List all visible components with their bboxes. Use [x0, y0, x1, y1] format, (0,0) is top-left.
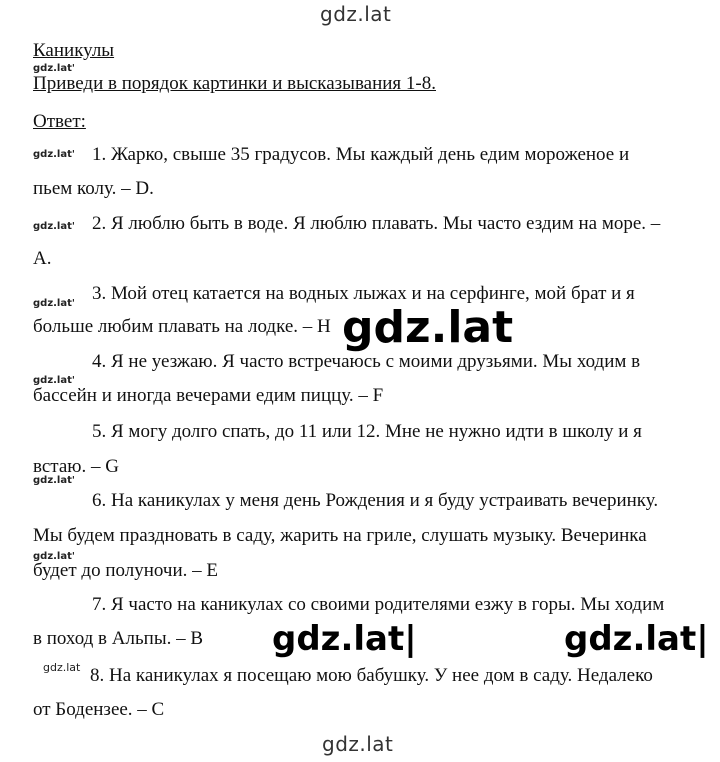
- watermark-small: gdz.lat': [33, 221, 75, 232]
- watermark-large-left: gdz.lat|: [268, 622, 421, 656]
- answer-item-8-line-1: 8. На каникулах я посещаю мою бабушку. У нее дом в саду. Недалеко: [90, 665, 653, 686]
- answer-item-3-line-1: 3. Мой отец катается на водных лыжах и на серфинге, мой брат и я: [92, 283, 635, 304]
- watermark-small: gdz.lat': [33, 475, 75, 486]
- answer-item-2-line-2: A.: [33, 248, 52, 269]
- watermark-small: gdz.lat': [33, 551, 75, 562]
- answer-item-3-line-2: больше любим плавать на лодке. – H: [33, 316, 331, 337]
- answer-item-6-line-1: 6. На каникулах у меня день Рождения и я буду устраивать вечеринку.: [92, 490, 659, 511]
- answer-item-5-line-1: 5. Я могу долго спать, до 11 или 12. Мне не нужно идти в школу и я: [92, 421, 642, 442]
- answer-item-6-line-2: Мы будем праздновать в саду, жарить на гриле, слушать музыку. Вечеринка: [33, 525, 647, 546]
- watermark-small: gdz.lat: [43, 661, 81, 674]
- watermark-small: gdz.lat': [33, 149, 75, 160]
- answer-item-5-line-2: встаю. – G: [33, 456, 119, 477]
- answer-item-8-line-2: от Бодензее. – C: [33, 699, 165, 720]
- answer-item-4-line-1: 4. Я не уезжаю. Я часто встречаюсь с моими друзьями. Мы ходим в: [92, 351, 641, 372]
- answer-label: Ответ:: [33, 111, 86, 132]
- answer-item-7-line-2: в поход в Альпы. – B: [33, 628, 204, 649]
- watermark-bottom: gdz.lat: [322, 732, 394, 756]
- answer-item-2-line-1: 2. Я люблю быть в воде. Я люблю плавать. Мы часто ездим на море. –: [92, 213, 661, 234]
- watermark-top: gdz.lat: [320, 2, 392, 26]
- answer-item-7-line-1: 7. Я часто на каникулах со своими родителями езжу в горы. Мы ходим: [92, 594, 665, 615]
- watermark-small: gdz.lat': [33, 375, 75, 386]
- watermark-large-center: gdz.lat: [338, 306, 517, 350]
- task-instruction: Приведи в порядок картинки и высказывания 1-8.: [33, 73, 436, 94]
- section-title: Каникулы: [33, 40, 115, 61]
- answer-item-1-line-2: пьем колу. – D.: [33, 178, 154, 199]
- watermark-small: gdz.lat': [33, 298, 75, 309]
- answer-item-4-line-2: бассейн и иногда вечерами едим пиццу. – F: [33, 385, 384, 406]
- watermark-large-right: gdz.lat|: [560, 622, 713, 656]
- answer-item-1-line-1: 1. Жарко, свыше 35 градусов. Мы каждый день едим мороженое и: [92, 144, 630, 165]
- answer-item-6-line-3: будет до полуночи. – E: [33, 560, 218, 581]
- watermark-small: gdz.lat': [33, 63, 75, 74]
